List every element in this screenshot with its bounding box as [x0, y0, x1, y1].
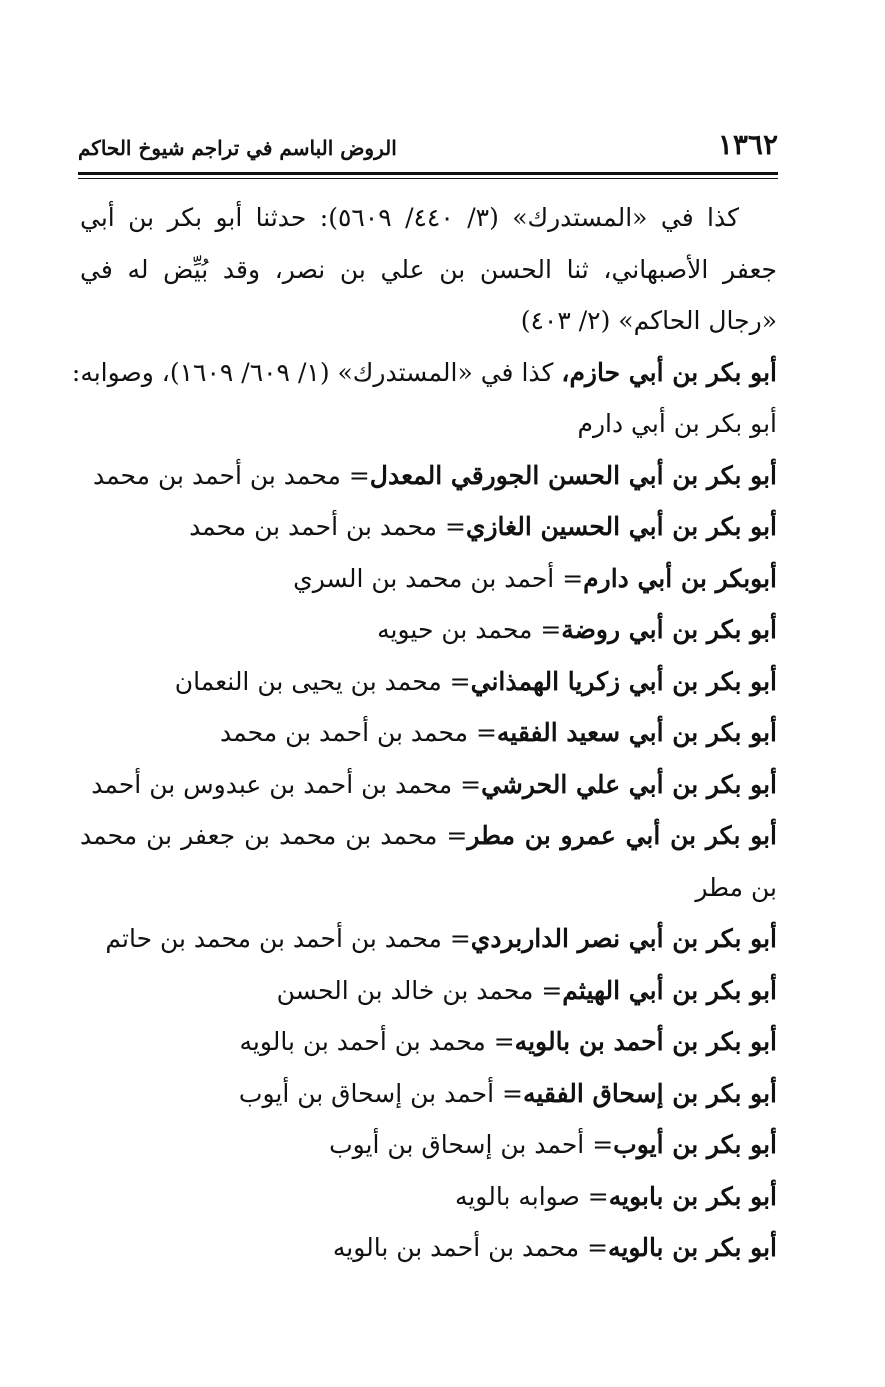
entry-rest: كذا في «المستدرك» (١/ ٦٠٩/ ١٦٠٩)، وصوابه: [71, 357, 562, 387]
entry-15 [80, 1119, 777, 1171]
entry-head: أبو بكر بن أبي الحسن الجورقي المعدل [369, 460, 777, 490]
entry-rest: = محمد بن يحيى بن النعمان [174, 666, 471, 696]
entry-head: أبو بكر بن بابويه [608, 1181, 777, 1211]
entry-rest: = أحمد بن إسحاق بن أيوب [329, 1130, 614, 1159]
entry-rest: = محمد بن أحمد بن بالويه [332, 1233, 609, 1262]
entry-12 [80, 965, 777, 1017]
entry-head: أبو بكر بن أيوب [613, 1130, 777, 1159]
entry-rest: = صوابه بالويه [454, 1181, 609, 1211]
header-rule-thick [78, 172, 778, 175]
header-rule-thin [78, 178, 778, 179]
entry-head: أبو بكر بن بالويه [608, 1233, 777, 1262]
entry-rest: = محمد بن محمد بن جعفر بن محمد بن مطر [80, 821, 777, 902]
entry-rest: = محمد بن أحمد بن بالويه [239, 1027, 515, 1056]
entry-rest: = محمد بن خالد بن الحسن [276, 975, 563, 1005]
entry-rest: أبو بكر بن أبي دارم [577, 409, 777, 438]
entry-head: أبو بكر بن أبي سعيد الفقيه [496, 718, 777, 747]
entry-16 [80, 1171, 777, 1223]
entry-head: أبو بكر بن أبي نصر الداربردي [470, 924, 777, 953]
entry-10 [80, 810, 777, 913]
entry-9 [80, 759, 777, 811]
entry-head: أبوبكر بن أبي دارم [583, 563, 777, 593]
entry-head: أبو بكر بن إسحاق الفقيه [522, 1078, 777, 1108]
entry-11 [80, 913, 777, 965]
entry-2 [80, 398, 777, 450]
entry-7 [80, 656, 777, 708]
intro-paragraph: كذا في «المستدرك» (٣/ ٤٤٠/ ٥٦٠٩): حدثنا أبو بكر بن أبي جعفر الأصبهاني، ثنا الحسن بن علي بن نصر، وقد بُيِّض له في «رجال الحاكم» (٢/ ٤٠٣) [80, 203, 777, 335]
page-number: ١٣٦٢ [717, 128, 778, 161]
entry-head: أبو بكر بن أبي علي الحرشي [481, 769, 777, 799]
entry-head: أبو بكر بن أبي حازم، [561, 357, 777, 387]
book-title: الروض الباسم في تراجم شيوخ الحاكم [78, 136, 397, 160]
entry-head: أبو بكر بن أحمد بن بالويه [514, 1027, 777, 1056]
entry-head: أبو بكر بن أبي زكريا الهمذاني [470, 666, 777, 696]
page-body [71, 192, 778, 1274]
entry-6 [80, 604, 777, 656]
entry-1 [71, 347, 777, 399]
entry-13 [80, 1016, 777, 1068]
entry-5 [80, 553, 777, 605]
entry-4 [80, 501, 777, 553]
entry-rest: = محمد بن أحمد بن محمد [220, 718, 497, 747]
entry-14 [80, 1068, 777, 1120]
running-header [78, 128, 778, 170]
entry-rest: = محمد بن أحمد بن عبدوس بن أحمد [91, 769, 482, 799]
entry-rest: = محمد بن حيويه [377, 615, 562, 644]
entry-rest: = محمد بن أحمد بن محمد بن حاتم [105, 924, 471, 953]
entry-head: أبو بكر بن أبي روضة [561, 615, 777, 644]
entry-head: أبو بكر بن أبي الحسين الغازي [465, 512, 777, 541]
entry-head: أبو بكر بن أبي عمرو بن مطر [467, 821, 778, 850]
entry-3 [80, 450, 777, 502]
entry-17 [80, 1222, 777, 1274]
entry-rest: = محمد بن أحمد بن محمد [92, 460, 370, 490]
entry-rest: = أحمد بن إسحاق بن أيوب [238, 1078, 523, 1108]
entry-8 [80, 707, 777, 759]
entry-rest: = محمد بن أحمد بن محمد [189, 512, 466, 541]
entry-rest: = أحمد بن محمد بن السري [293, 563, 584, 593]
entry-head: أبو بكر بن أبي الهيثم [562, 975, 777, 1005]
